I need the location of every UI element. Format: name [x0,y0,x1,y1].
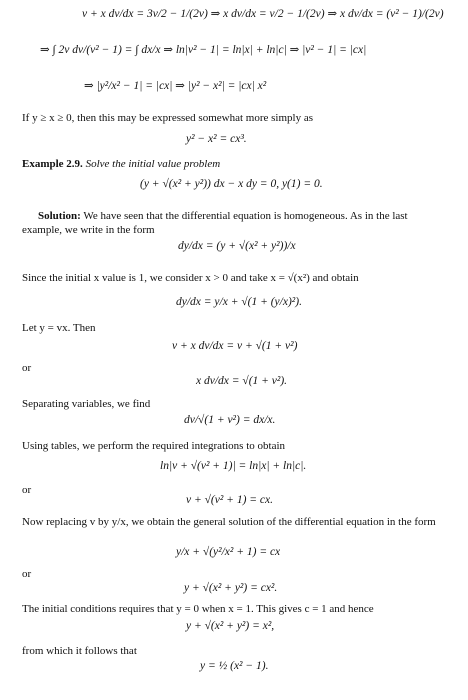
since-line: Since the initial x value is 1, we consider x > 0 and take x = √(x²) and obtain [22,272,359,284]
equation-1: v + x dv/dx = 3v/2 − 1/(2v) ⇒ x dv/dx = v/2 − 1/(2v) ⇒ x dv/dx = (v² − 1)/(2v) [82,8,444,20]
solution-text: We have seen that the differential equation is homogeneous. As in the last [83,210,408,222]
equation-14: y + √(x² + y²) = cx². [184,582,278,594]
let-line: Let y = vx. Then [22,322,96,334]
or-2: or [22,484,32,496]
equation-7: dy/dx = y/x + √(1 + (y/x)²). [176,296,302,308]
equation-3: ⇒ |y²/x² − 1| = |cx| ⇒ |y² − x²| = |cx| x² [84,80,267,92]
equation-2: ⇒ ∫ 2v dv/(v² − 1) = ∫ dx/x ⇒ ln|v² − 1| = ln|x| + ln|c| ⇒ |v² − 1| = |cx| [40,44,367,56]
example-label: Example 2.9. [22,158,83,170]
solution-line-2: example, we write in the form [22,224,155,236]
equation-4: y² − x² = cx³. [186,133,247,145]
or-1: or [22,362,32,374]
equation-12: v + √(v² + 1) = cx. [186,494,273,506]
separating-line: Separating variables, we find [22,398,151,410]
equation-9: x dv/dx = √(1 + v²). [196,375,288,387]
solution-label: Solution: [38,210,81,222]
using-tables-line: Using tables, we perform the required integrations to obtain [22,440,286,452]
equation-13: y/x + √(y²/x² + 1) = cx [176,546,281,558]
solution-line [38,210,408,222]
if-line: If y ≥ x ≥ 0, then this may be expressed somewhat more simply as [22,112,313,124]
or-3: or [22,568,32,580]
now-replacing-line: Now replacing v by y/x, we obtain the general solution of the differential equation in the form [22,516,436,528]
equation-15: y + √(x² + y²) = x², [186,620,275,632]
example-heading [22,158,220,170]
equation-10: dv/√(1 + v²) = dx/x. [184,414,276,426]
equation-5: (y + √(x² + y²)) dx − x dy = 0, y(1) = 0. [140,178,323,190]
initial-conditions-line: The initial conditions requires that y = 0 when x = 1. This gives c = 1 and hence [22,603,374,615]
equation-6: dy/dx = (y + √(x² + y²))/x [178,240,296,252]
equation-16: y = ½ (x² − 1). [200,660,269,672]
equation-11: ln|v + √(v² + 1)| = ln|x| + ln|c|. [160,460,307,472]
equation-8: v + x dv/dx = v + √(1 + v²) [172,340,298,352]
from-which-line: from which it follows that [22,645,137,657]
example-text: Solve the initial value problem [85,158,221,170]
